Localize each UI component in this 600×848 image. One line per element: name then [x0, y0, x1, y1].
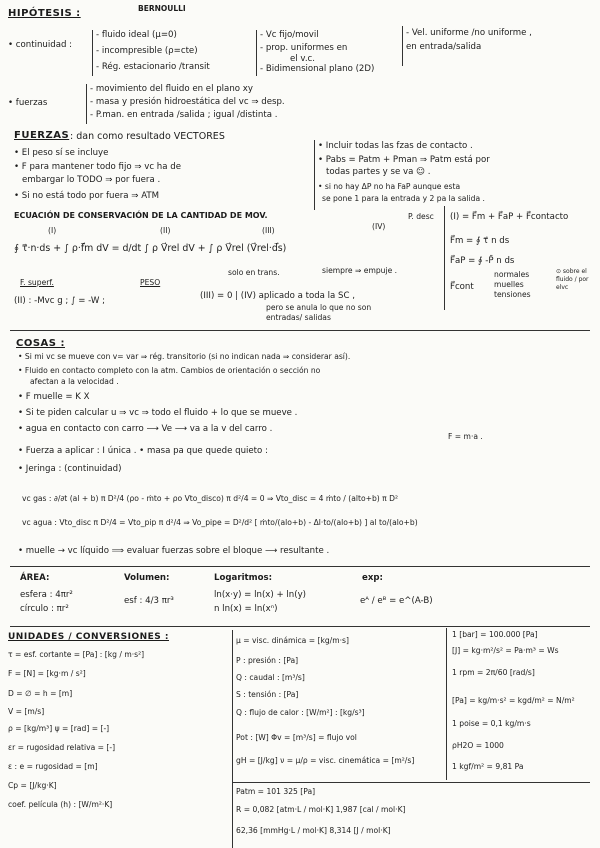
- uni-bottom-1: R = 0,082 [atm·L / mol·K] 1,987 [cal / mol·K]: [236, 805, 406, 814]
- divider: [402, 26, 403, 66]
- uni-col1-1: F = [N] = [kg·m / s²]: [8, 669, 86, 678]
- exp-formula: eᴬ / eᴮ = e^(A-B): [360, 596, 433, 606]
- fuerzas-right-1: • Pabs = Patm + Pman ⇒ Patm está por: [318, 155, 490, 165]
- uni-col1-3: V = [m/s]: [8, 707, 45, 716]
- divider: [256, 30, 257, 76]
- ecuacion-title: ECUACIÓN DE CONSERVACIÓN DE LA CANTIDAD DE MOV.: [14, 211, 268, 220]
- cosas-item-0: • Si mi vc se mueve con v= var ⇒ rég. transitorio (si no indican nada ⇒ considerar así).: [18, 352, 351, 361]
- cosas-item-2: afectan a la velocidad .: [30, 377, 119, 386]
- fuerzas-subtitle: : dan como resultado VECTORES: [70, 131, 225, 142]
- uni-col3-3: [Pa] = kg/m·s² = kgd/m² = N/m²: [452, 696, 575, 705]
- brace: [92, 30, 93, 76]
- hip-col2-0: - Vc fijo/movil: [260, 30, 319, 40]
- cont-muelles: muelles: [494, 280, 524, 289]
- divider: [446, 628, 447, 780]
- under-siempre-empuje: siempre ⇒ empuje .: [322, 266, 398, 275]
- log-2: n ln(x) = ln(xⁿ): [214, 604, 278, 614]
- uni-col2-4: Q : flujo de calor : [W/m²] : [kg/s³]: [236, 708, 365, 717]
- hipotesis-title: HIPÓTESIS :: [8, 8, 81, 19]
- log-title: Logaritmos:: [214, 573, 273, 583]
- uni-col2-0: μ = visc. dinámica = [kg/m·s]: [236, 636, 349, 645]
- hip-col1-2: - Rég. estacionario /transit: [96, 62, 210, 72]
- fuerzas-right-3: • si no hay ΔP no ha FaP aunque esta: [318, 182, 461, 191]
- uni-col1-8: coef. película (h) : [W/m²·K]: [8, 800, 113, 809]
- cosas-item-4: • Si te piden calcular u ⇒ vc ⇒ todo el fluido + lo que se mueve .: [18, 408, 298, 418]
- uni-col1-0: τ = esf. cortante = [Pa] : [kg / m·s²]: [8, 650, 145, 659]
- label-i: (I): [48, 226, 57, 235]
- divider: [314, 140, 315, 210]
- cosas-item-8: • Jeringa : (continuidad): [18, 464, 122, 474]
- hip-col2-1: - prop. uniformes en: [260, 43, 348, 53]
- ec-right-0: (I) = F⃗m + F⃗aP + F⃗contacto: [450, 212, 569, 222]
- ec-right-3: F⃗cont: [450, 282, 474, 292]
- uni-col2-2: Q : caudal : [m³/s]: [236, 673, 305, 682]
- hip-fuerza-2: - P.man. en entrada /salida ; igual /distinta .: [90, 110, 278, 120]
- volumen-esf: esf : 4/3 πr³: [124, 596, 174, 606]
- uni-col3-0: 1 [bar] = 100.000 [Pa]: [452, 630, 538, 639]
- label-iv: (IV): [372, 222, 386, 231]
- uni-col1-2: D = ∅ = h = [m]: [8, 689, 73, 698]
- hip-fuerza-0: - movimiento del fluido en el plano xy: [90, 84, 253, 94]
- uni-col2-1: P : presión : [Pa]: [236, 656, 299, 665]
- momentum-equation: ∮ τ⃗·n·ds + ∫ ρ·f⃗m dV = d/dt ∫ ρ V⃗rel dV + ∫ ρ V⃗rel (V⃗rel·d⃗s): [14, 243, 287, 254]
- cosas-item-3: • F muelle = K X: [18, 392, 90, 402]
- uni-col3-1: [J] = kg·m²/s² = Pa·m³ = Ws: [452, 646, 559, 655]
- cosas-item-7: • Fuerza a aplicar : I única . • masa pa que quede quieto :: [18, 446, 268, 456]
- log-1: ln(x·y) = ln(x) + ln(y): [214, 590, 307, 600]
- cont-note: ⊙ sobre el fluido / por elvc: [556, 268, 589, 291]
- ec-right-2: F⃗aP = ∮ -P̄ n ds: [450, 256, 515, 266]
- divider: [444, 206, 445, 310]
- uni-col2-6: gH = [J/kg] ν = μ/ρ = visc. cinemática = [m²/s]: [236, 756, 415, 765]
- divider: [232, 630, 233, 848]
- cosas-title: COSAS :: [16, 338, 65, 349]
- cosas-item-11: • muelle → vc líquido ⟹ evaluar fuerzas sobre el bloque ⟶ resultante .: [18, 546, 330, 556]
- section-divider: [232, 782, 590, 783]
- exp-title: exp:: [362, 573, 383, 583]
- fuerzas-left-0: • El peso sí se incluye: [14, 148, 109, 158]
- fuerzas-left-1: • F para mantener todo fijo ⇒ vc ha de: [14, 162, 181, 172]
- area-esfera: esfera : 4πr²: [20, 590, 73, 600]
- label-ii: (II): [160, 226, 171, 235]
- under-solo-trans: solo en trans.: [228, 268, 280, 277]
- under-peso: PESO: [140, 278, 161, 287]
- fuerzas-left-2: embargar lo TODO ⇒ por fuera .: [22, 175, 161, 185]
- area-title: ÁREA:: [20, 573, 50, 583]
- hip-col1-0: - fluido ideal (μ=0): [96, 30, 177, 40]
- cosas-item-9: vc gas : ∂/∂t (al + b) π D²/4 (ρo - ṁto + ρo Vto_disco) π d²/4 = 0 ⇒ Vto_disc = 4 ṁto / (alto+b) π D²: [22, 494, 399, 503]
- section-divider: [10, 626, 590, 627]
- ec-iii-line2: pero se anula lo que no son: [266, 303, 372, 312]
- fuerzas-label: • fuerzas: [8, 98, 48, 108]
- uni-bottom-0: Patm = 101 325 [Pa]: [236, 787, 316, 796]
- uni-col2-3: S : tensión : [Pa]: [236, 690, 299, 699]
- fuerzas-right-2: todas partes y se va ☺ .: [326, 167, 431, 177]
- hip-col3-1: en entrada/salida: [406, 42, 482, 52]
- ec-right-1: F⃗m = ∮ τ⃗ n ds: [450, 236, 510, 246]
- hip-col2-3: - Bidimensional plano (2D): [260, 64, 375, 74]
- volumen-title: Volumen:: [124, 573, 170, 583]
- unidades-title: UNIDADES / CONVERSIONES :: [8, 632, 169, 642]
- cosas-item-5: • agua en contacto con carro ⟶ Ve ⟶ va a la v del carro .: [18, 424, 273, 434]
- cosas-item-10: vc agua : Vto_disc π D²/4 = Vto_pip π d²/4 ⇒ Vo_pipe = D²/d² [ ṁto/(alo+b) - Δl·to/(alo+b) ] al to/(alo+b): [22, 518, 418, 527]
- cont-normales: normales: [494, 270, 530, 279]
- cosas-item-1: • Fluido en contacto completo con la atm. Cambios de orientación o sección no: [18, 366, 321, 375]
- fuerzas-right-4: se pone 1 para la entrada y 2 pa la salida .: [322, 194, 485, 203]
- uni-col1-4: ρ = [kg/m³] ψ = [rad] = [-]: [8, 724, 110, 733]
- cosas-item-6: F = m·a .: [448, 432, 483, 441]
- uni-col3-6: 1 kgf/m² = 9,81 Pa: [452, 762, 524, 771]
- uni-col1-7: Cp = [J/kg·K]: [8, 781, 57, 790]
- hip-col3-0: - Vel. uniforme /no uniforme ,: [406, 28, 532, 38]
- continuidad-label: • continuidad :: [8, 40, 73, 50]
- fuerzas-right-0: • Incluir todas las fzas de contacto .: [318, 141, 473, 151]
- ec-ii-line: (II) : -Mvc g ; ∫ = -W ;: [14, 296, 106, 306]
- uni-col3-2: 1 rpm = 2π/60 [rad/s]: [452, 668, 535, 677]
- area-circulo: círculo : πr²: [20, 604, 69, 614]
- bernoulli-label: BERNOULLI: [138, 4, 186, 13]
- uni-col3-4: 1 poise = 0,1 kg/m·s: [452, 719, 531, 728]
- brace: [86, 84, 87, 124]
- fuerzas-title: FUERZAS: [14, 130, 70, 141]
- hip-col1-1: - incompresible (ρ=cte): [96, 46, 198, 56]
- p-desc-label: P. desc: [408, 212, 434, 221]
- ec-iii-line3: entradas/ salidas: [266, 313, 331, 322]
- cont-tensiones: tensiones: [494, 290, 531, 299]
- uni-col3-5: ρH2O = 1000: [452, 741, 504, 750]
- uni-bottom-2: 62,36 [mmHg·L / mol·K] 8,314 [J / mol·K]: [236, 826, 391, 835]
- uni-col1-5: εr = rugosidad relativa = [-]: [8, 743, 116, 752]
- uni-col1-6: ε : e = rugosidad = [m]: [8, 762, 98, 771]
- hip-fuerza-1: - masa y presión hidroestática del vc ⇒ desp.: [90, 97, 285, 107]
- hip-col2-2: el v.c.: [290, 54, 316, 64]
- section-divider: [10, 566, 590, 567]
- ec-iii-line: (III) = 0 | (IV) aplicado a toda la SC ,: [200, 291, 355, 301]
- section-divider: [10, 330, 590, 331]
- label-iii: (III): [262, 226, 275, 235]
- fuerzas-left-3: • Si no está todo por fuera ⇒ ATM: [14, 191, 160, 201]
- under-fsuperf: F. superf.: [20, 278, 54, 287]
- uni-col2-5: Pot : [W] Φv = [m³/s] = flujo vol: [236, 733, 357, 742]
